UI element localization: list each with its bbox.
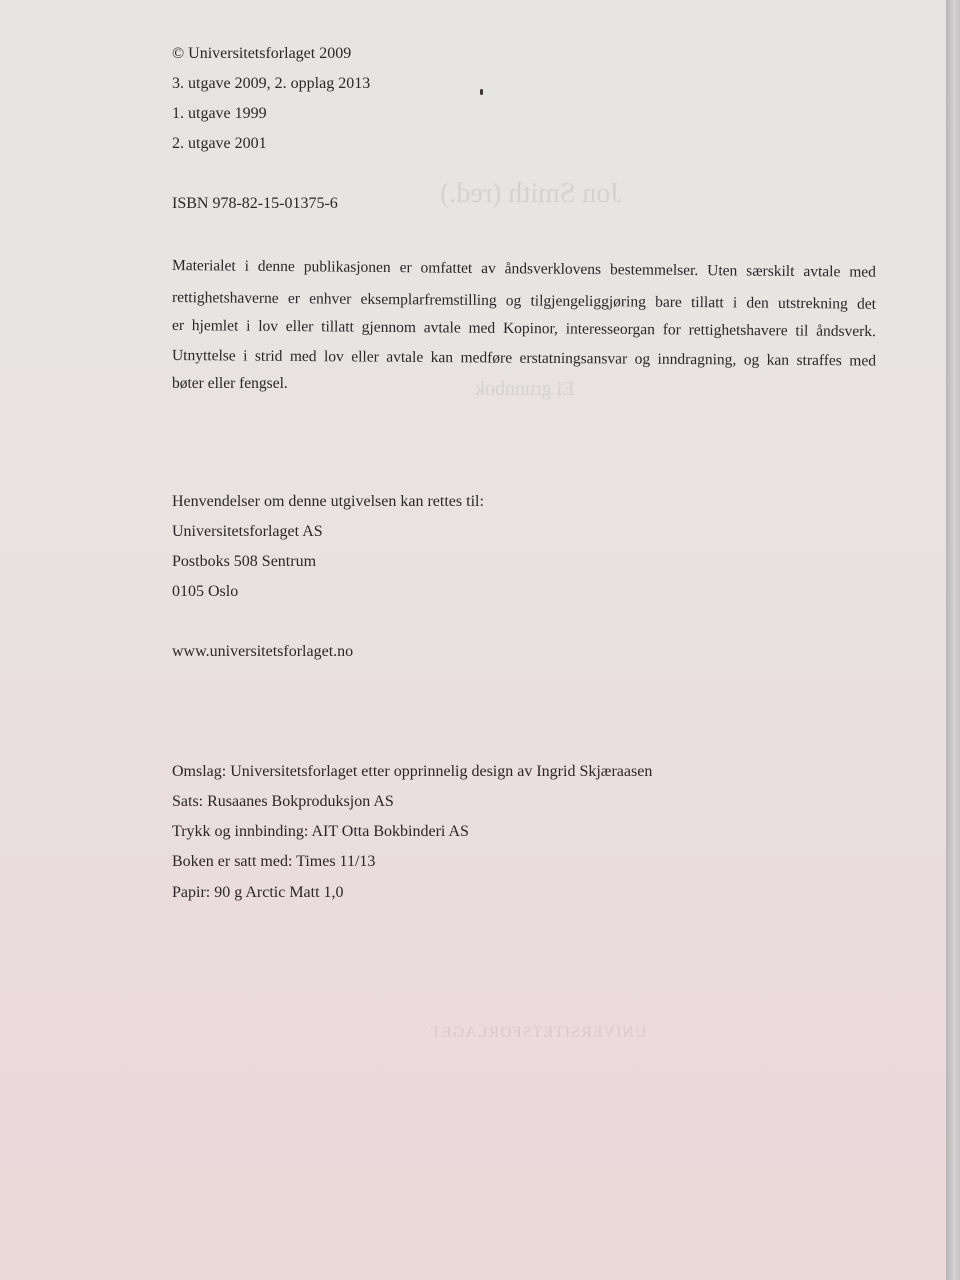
edition-current: 3. utgave 2009, 2. opplag 2013 (172, 75, 371, 92)
ink-speck (480, 89, 483, 95)
rights-notice-line: bøter eller fengsel. (172, 375, 288, 392)
show-through-subtitle: Ei grunnbok (475, 378, 575, 400)
show-through-editor: Jon Smith (red.) (440, 178, 622, 209)
paper-credit: Papir: 90 g Arctic Matt 1,0 (172, 884, 344, 901)
typeface-credit: Boken er satt med: Times 11/13 (172, 853, 376, 870)
contact-intro: Henvendelser om denne utgivelsen kan rettes til: (172, 493, 484, 510)
rights-notice-line: er hjemlet i lov eller tillatt gjennom avtale med Kopinor, interesseorgan for rettighetshavere til åndsverk. (171, 317, 877, 341)
isbn: ISBN 978-82-15-01375-6 (172, 195, 338, 212)
copyright-line: © Universitetsforlaget 2009 (172, 45, 352, 62)
page-edge (946, 0, 960, 1280)
rights-notice-line: Utnyttelse i strid med lov eller avtale kan medføre erstatningsansvar og inndragning, og kan straffes med (171, 347, 877, 370)
rights-notice-line: Materialet i denne publikasjonen er omfattet av åndsverklovens bestemmelser. Uten særskilt avtale med (171, 257, 877, 281)
edition-first: 1. utgave 1999 (172, 105, 267, 122)
printing-credit: Trykk og innbinding: AIT Otta Bokbinderi AS (172, 823, 469, 840)
publisher-website: www.universitetsforlaget.no (172, 643, 354, 660)
edition-second: 2. utgave 2001 (172, 135, 267, 152)
postbox-address: Postboks 508 Sentrum (172, 553, 317, 570)
rights-notice-line: rettighetshaverne er enhver eksemplarfremstilling og tilgjengeliggjøring bare tillatt i den utstrekning det (171, 289, 877, 313)
publisher-name: Universitetsforlaget AS (172, 523, 323, 540)
postal-city: 0105 Oslo (172, 583, 239, 600)
cover-credit: Omslag: Universitetsforlaget etter opprinnelig design av Ingrid Skjæraasen (172, 763, 653, 780)
typesetting-credit: Sats: Rusaanes Bokproduksjon AS (172, 793, 394, 810)
show-through-imprint: UNIVERSITETSFORLAGET (430, 1024, 647, 1041)
